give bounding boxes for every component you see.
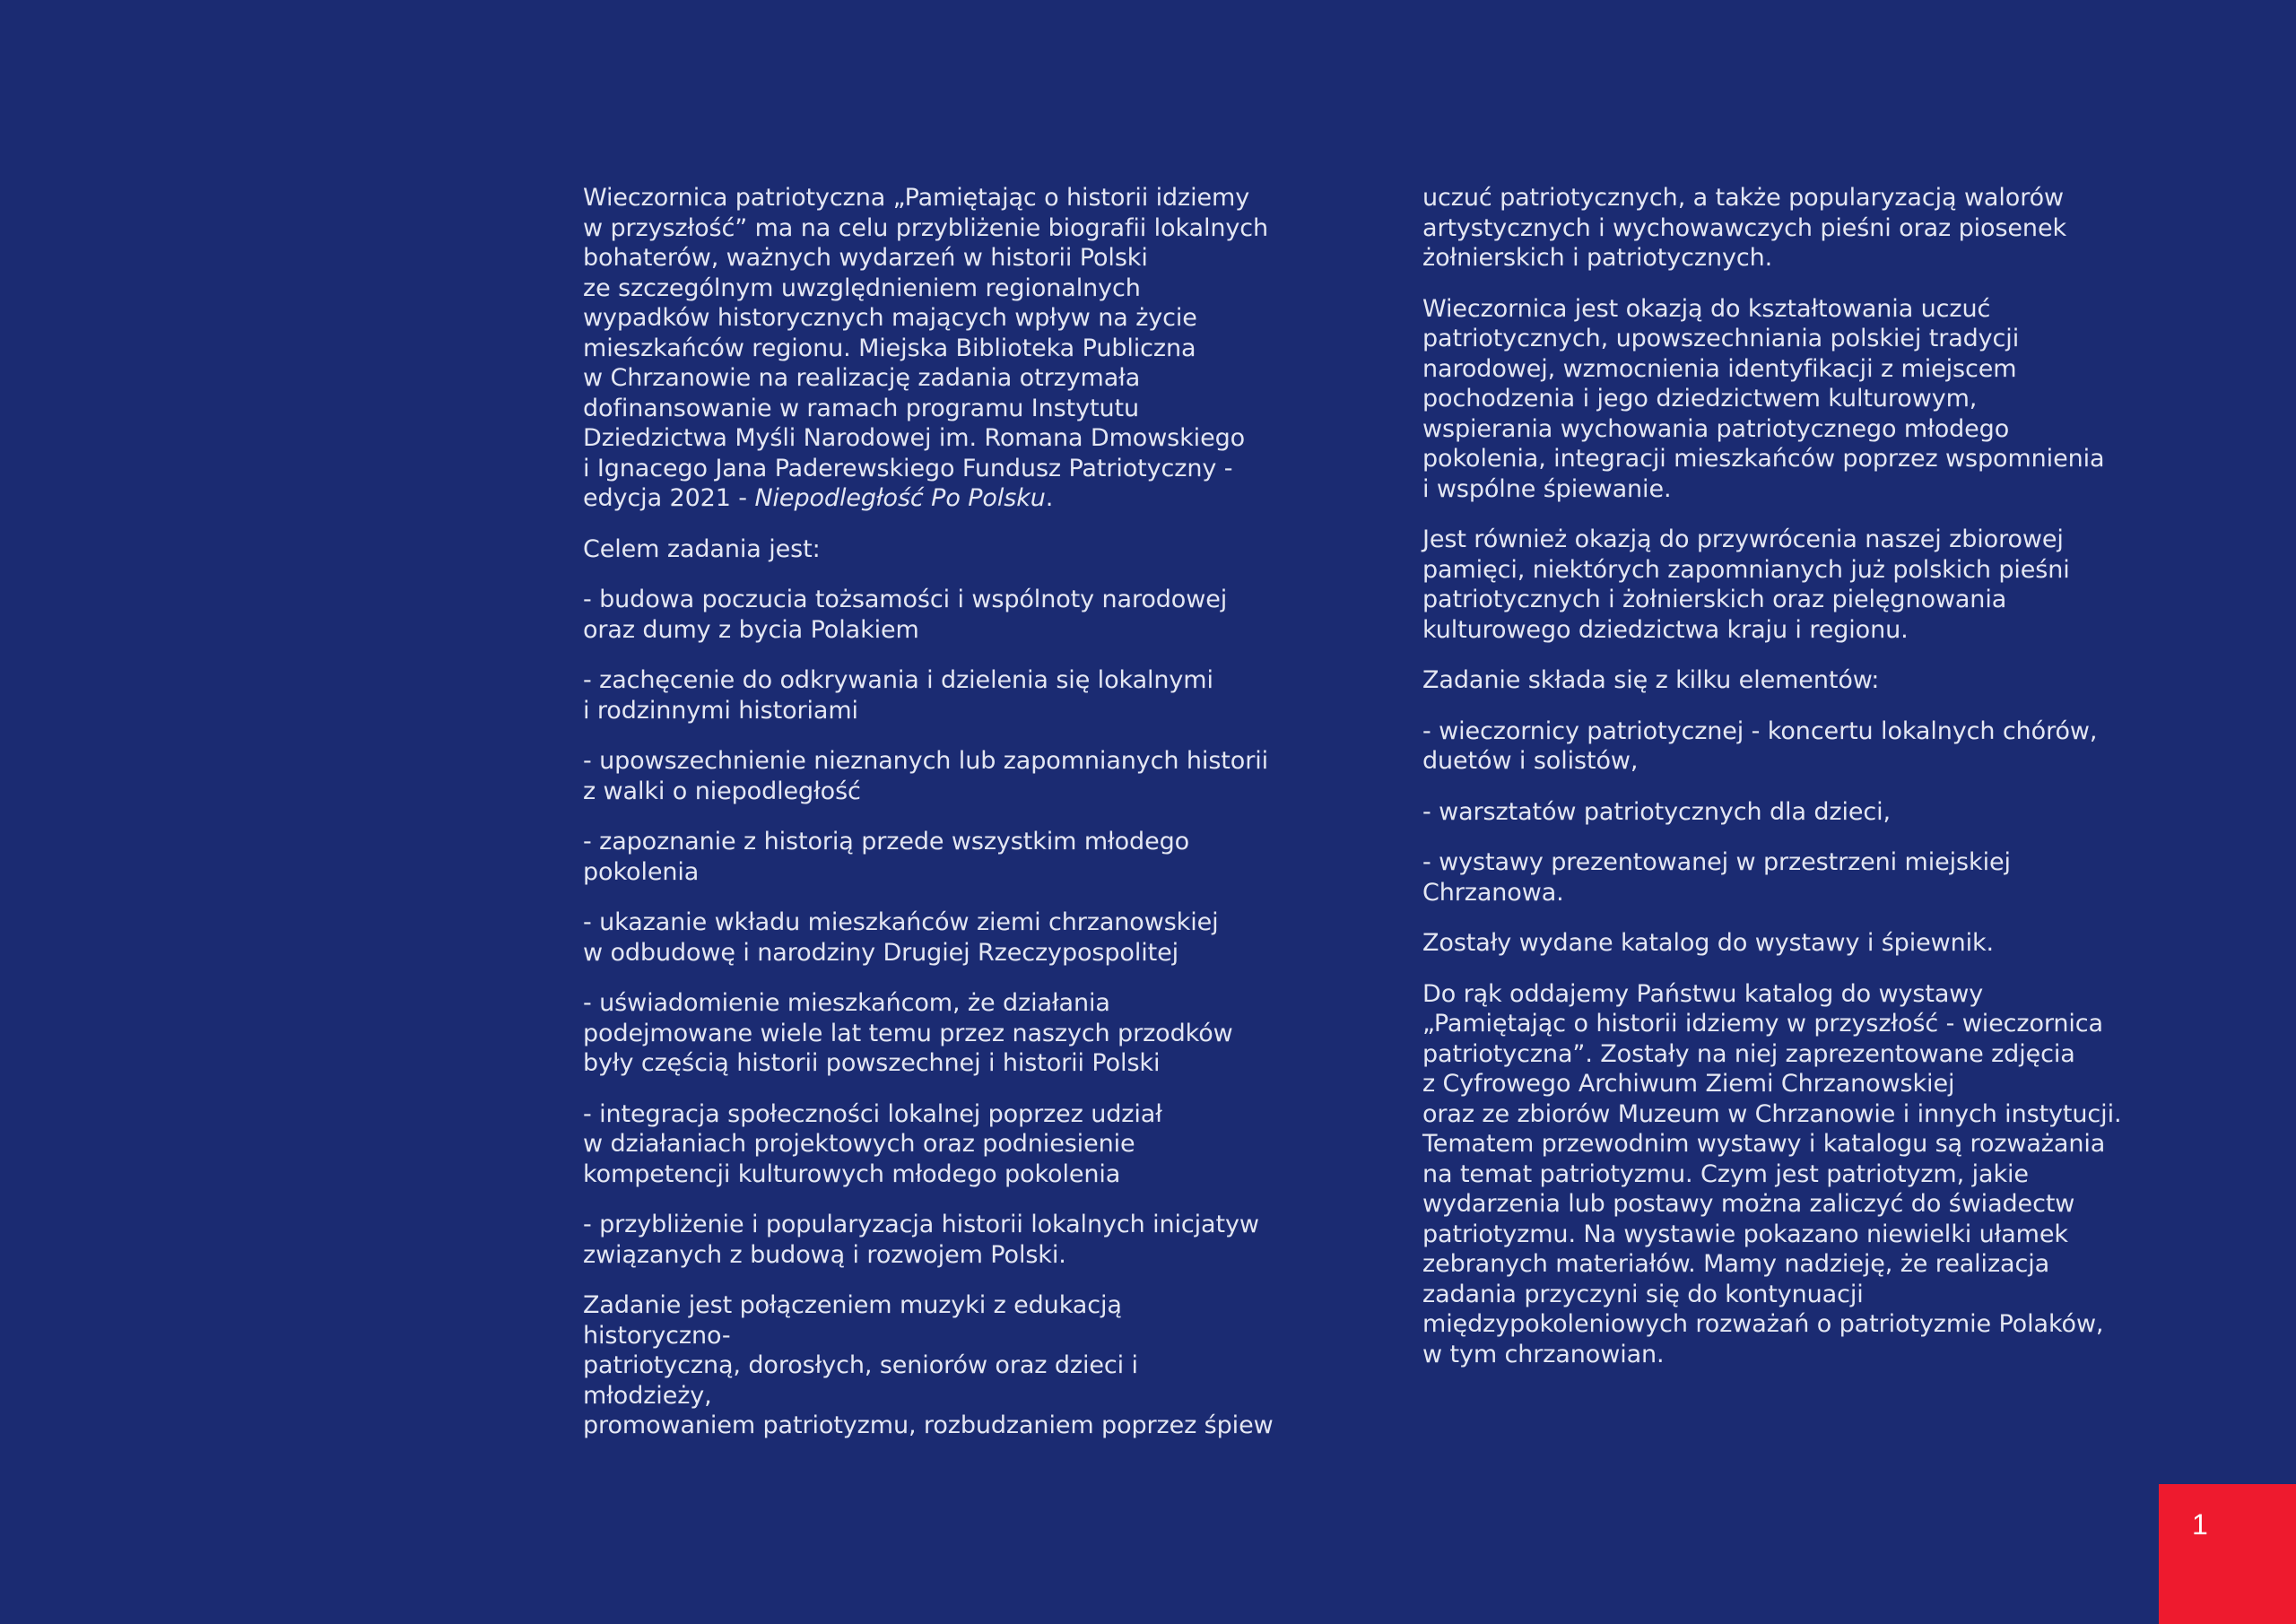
goal-item: - przybliżenie i popularyzacja historii lokalnych inicjatyw związanych z budową i rozwojem Polski. [583, 1211, 1259, 1269]
element-item: - warsztatów patriotycznych dla dzieci, [1422, 797, 1892, 826]
left-text-column [583, 183, 1274, 1462]
goal-item: - ukazanie wkładu mieszkańców ziemi chrzanowskiej w odbudowę i narodziny Drugiej Rzeczypospolitej [583, 908, 1219, 967]
paragraph: Jest również okazją do przywrócenia naszej zbiorowej pamięci, niektórych zapomnianych już polskich pieśni patriotycznych i żołnierskich oraz pielęgnowania kulturowego dziedzictwa kraju i regionu. [1422, 525, 2070, 644]
intro-text: Wieczornica patriotyczna „Pamiętając o historii idziemy w przyszłość” ma na celu przybliżenie biografii lokalnych bohaterów, ważnych wydarzeń w historii Polski ze szczególnym uwzględnieniem regionalnych wypadków historycznych mających wpływ na życie mieszkańców regionu. Miejska Biblioteka Publiczna w Chrzanowie na realizację zadania otrzymała dofinansowanie w ramach programu Instytutu Dziedzictwa Myśli Narodowej im. Romana Dmowskiego i Ignacego Jana Paderewskiego Fundusz Patriotyczny - edycja 2021 - [583, 184, 1269, 512]
closing-paragraph: Zadanie jest połączeniem muzyki z edukacją historyczno- patriotyczną, dorosłych, seniorów oraz dzieci i młodzieży, promowaniem patriotyzmu, rozbudzaniem poprzez śpiew [583, 1291, 1274, 1439]
right-text-column [1422, 183, 2122, 1390]
goal-item: - budowa poczucia tożsamości i wspólnoty narodowej oraz dumy z bycia Polakiem [583, 586, 1228, 644]
intro-end: . [1045, 484, 1054, 512]
goal-item: - uświadomienie mieszkańcom, że działania podejmowane wiele lat temu przez naszych przodków były częścią historii powszechnej i historii Polski [583, 989, 1233, 1077]
program-name: Niepodległość Po Polsku [754, 484, 1046, 512]
goal-item: - zachęcenie do odkrywania i dzielenia się lokalnymi i rodzinnymi historiami [583, 666, 1213, 725]
element-item: - wystawy prezentowanej w przestrzeni miejskiej Chrzanowa. [1422, 848, 2011, 907]
page-number-tab [2159, 1484, 2296, 1624]
goal-item: - zapoznanie z historią przede wszystkim młodego pokolenia [583, 828, 1190, 886]
intro-paragraph [583, 183, 1274, 514]
final-paragraph: Do rąk oddajemy Państwu katalog do wystawy „Pamiętając o historii idziemy w przyszłość - wieczornica patriotyczna”. Zostały na niej zaprezentowane zdjęcia z Cyfrowego Archiwum Ziemi Chrzanowskiej oraz ze zbiorów Muzeum w Chrzanowie i innych instytucji. Tematem przewodnim wystawy i katalogu są rozważania na temat patriotyzmu. Czym jest patriotyzm, jakie wydarzenia lub postawy można zaliczyć do świadectw patriotyzmu. Na wystawie pokazano niewielki ułamek zebranych materiałów. Mamy nadzieję, że realizacja zadania przyczyni się do kontynuacji międzypokoleniowych rozważań o patriotyzmie Polaków, w tym chrzanowian. [1422, 979, 2122, 1368]
paragraph: Wieczornica jest okazją do kształtowania uczuć patriotycznych, upowszechniania polskiej tradycji narodowej, wzmocnienia identyfikacji z miejscem pochodzenia i jego dziedzictwem kulturowym, wspierania wychowania patriotycznego młodego pokolenia, integracji mieszkańców poprzez wspomnienia i wspólne śpiewanie. [1422, 294, 2105, 503]
goals-heading: Celem zadania jest: [583, 534, 821, 563]
continuation-paragraph: uczuć patriotycznych, a także popularyzacją walorów artystycznych i wychowawczych pieśni oraz piosenek żołnierskich i patriotycznych. [1422, 184, 2066, 272]
goal-item: - upowszechnienie nieznanych lub zapomnianych historii z walki o niepodległość [583, 747, 1268, 805]
element-item: - wieczornicy patriotycznej - koncertu lokalnych chórów, duetów i solistów, [1422, 716, 2098, 775]
goal-item: - integracja społeczności lokalnej poprzez udział w działaniach projektowych oraz podniesienie kompetencji kulturowych młodego pokolenia [583, 1099, 1162, 1188]
published-note: Zostały wydane katalog do wystawy i śpiewnik. [1422, 929, 1995, 957]
page-number: 1 [2192, 1508, 2208, 1541]
elements-heading: Zadanie składa się z kilku elementów: [1422, 666, 1880, 694]
